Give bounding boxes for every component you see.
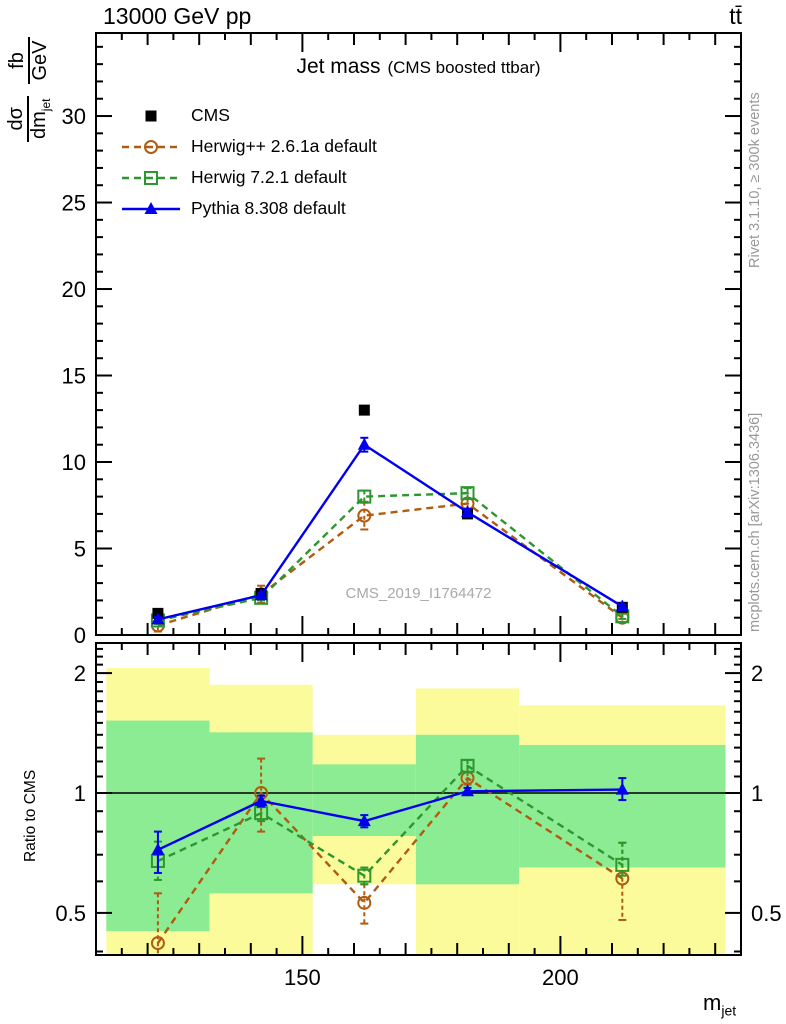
marker-filled-triangle — [358, 438, 371, 450]
band-green — [416, 735, 519, 884]
ratio-y-tick-label-right: 1 — [751, 780, 764, 806]
marker-filled-square — [359, 405, 370, 416]
rivet-version-label: Rivet 3.1.10, ≥ 300k events — [747, 92, 763, 268]
units-fraction — [7, 37, 51, 83]
legend-item-cms — [120, 100, 377, 131]
main-y-tick-label: 20 — [61, 277, 86, 303]
legend-item-label: CMS — [191, 105, 230, 125]
mcplots-reference-label: mcplots.cern.ch [arXiv:1306.3436] — [747, 412, 763, 632]
band-green — [106, 721, 209, 932]
marker-filled-square — [146, 110, 157, 121]
legend-marker-open-circle — [120, 135, 182, 159]
ratio-y-tick-label-right: 2 — [751, 661, 764, 687]
plot-title-sub: (CMS boosted ttbar) — [387, 58, 541, 77]
ratio-y-tick-label-left: 2 — [73, 661, 86, 687]
legend-item-label: Herwig 7.2.1 default — [191, 167, 347, 187]
main-y-tick-label: 25 — [61, 190, 86, 216]
x-axis-label: $m_{jet}$ — [703, 990, 737, 1019]
legend-item-herwig-7-2-1-default — [120, 162, 377, 193]
legend-item-label: Pythia 8.308 default — [191, 198, 346, 218]
ratio-y-tick-label-right: 0.5 — [751, 900, 782, 926]
ratio-y-tick-label-left: 1 — [73, 780, 86, 806]
main-y-tick-label: 0 — [73, 623, 86, 648]
legend-item-label: Herwig++ 2.6.1a default — [191, 136, 377, 156]
legend — [120, 100, 377, 224]
beam-energy-label: 13000 GeV pp — [103, 3, 252, 29]
band-green — [519, 745, 725, 868]
plot-title-main: Jet mass — [296, 55, 381, 78]
dm-denominator: $dm_{jet}$ — [28, 98, 53, 139]
dsigma-numerator: dσ — [6, 96, 29, 142]
series-herwig-2-6-1a-default-main — [152, 498, 628, 632]
process-label: tt̄ — [729, 3, 742, 29]
ratio-y-axis-label: Ratio to CMS — [22, 769, 39, 862]
plot-title — [96, 55, 741, 79]
x-tick-label: 200 — [542, 965, 579, 990]
series-herwig-7-2-1-default-main — [152, 487, 628, 626]
legend-item-herwig-2-6-1a-default — [120, 131, 377, 162]
legend-marker-open-square — [120, 166, 182, 190]
dsigma-dm-fraction — [6, 96, 53, 142]
units-numerator: fb — [7, 37, 30, 83]
main-y-tick-label: 10 — [61, 450, 86, 476]
main-y-axis-label — [6, 37, 53, 142]
legend-marker-filled-square — [120, 104, 182, 128]
main-y-tick-label: 30 — [61, 104, 86, 130]
ratio-y-tick-label-left: 0.5 — [55, 900, 86, 926]
legend-item-pythia-8-308-default — [120, 193, 377, 224]
main-y-tick-label: 5 — [73, 536, 86, 562]
main-y-tick-label: 15 — [61, 363, 86, 389]
units-denominator: GeV — [29, 40, 52, 81]
x-tick-label: 150 — [284, 965, 321, 990]
analysis-watermark: CMS_2019_I1764472 — [345, 585, 492, 602]
legend-marker-filled-triangle — [120, 197, 182, 221]
